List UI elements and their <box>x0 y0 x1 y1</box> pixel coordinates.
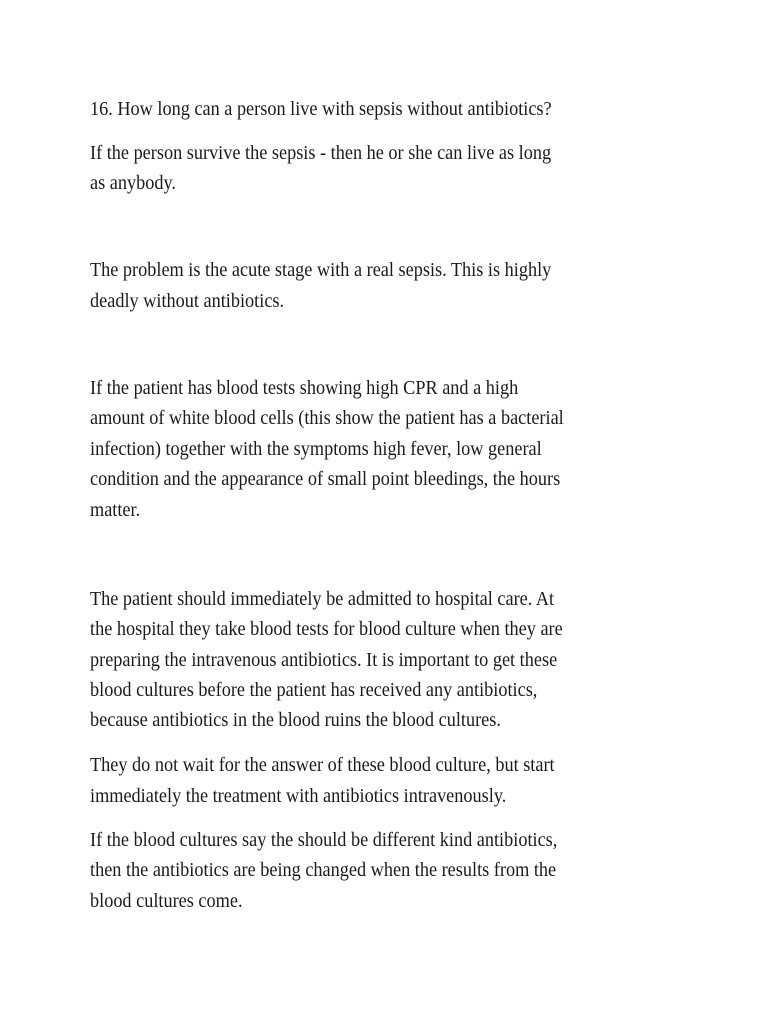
paragraph-3-line-5: matter. <box>90 499 141 521</box>
paragraph-2-line-1: The problem is the acute stage with a real sepsis. This is highly <box>90 259 552 281</box>
paragraph-5-line-1: They do not wait for the answer of these blood culture, but start <box>90 754 555 776</box>
paragraph-3-line-2: amount of white blood cells (this show the patient has a bacterial <box>90 407 564 429</box>
paragraph-6-line-2: then the antibiotics are being changed when the results from the <box>90 859 557 881</box>
paragraph-2-line-2: deadly without antibiotics. <box>90 290 285 312</box>
paragraph-3-line-4: condition and the appearance of small point bleedings, the hours <box>90 468 561 490</box>
question-heading: 16. How long can a person live with sepsis without antibiotics? <box>90 98 552 120</box>
paragraph-4-line-2: the hospital they take blood tests for blood culture when they are <box>90 618 563 640</box>
paragraph-1-line-2: as anybody. <box>90 172 176 194</box>
paragraph-1-line-1: If the person survive the sepsis - then he or she can live as long <box>90 142 552 164</box>
paragraph-4-line-1: The patient should immediately be admitted to hospital care. At <box>90 588 555 610</box>
paragraph-4-line-3: preparing the intravenous antibiotics. It is important to get these <box>90 649 558 671</box>
paragraph-6-line-3: blood cultures come. <box>90 890 243 912</box>
paragraph-6-line-1: If the blood cultures say the should be different kind antibiotics, <box>90 829 558 851</box>
paragraph-3-line-1: If the patient has blood tests showing high CPR and a high <box>90 377 519 399</box>
paragraph-4-line-4: blood cultures before the patient has received any antibiotics, <box>90 679 538 701</box>
paragraph-5-line-2: immediately the treatment with antibiotics intravenously. <box>90 785 507 807</box>
paragraph-4-line-5: because antibiotics in the blood ruins the blood cultures. <box>90 709 501 731</box>
paragraph-3-line-3: infection) together with the symptoms high fever, low general <box>90 438 542 460</box>
